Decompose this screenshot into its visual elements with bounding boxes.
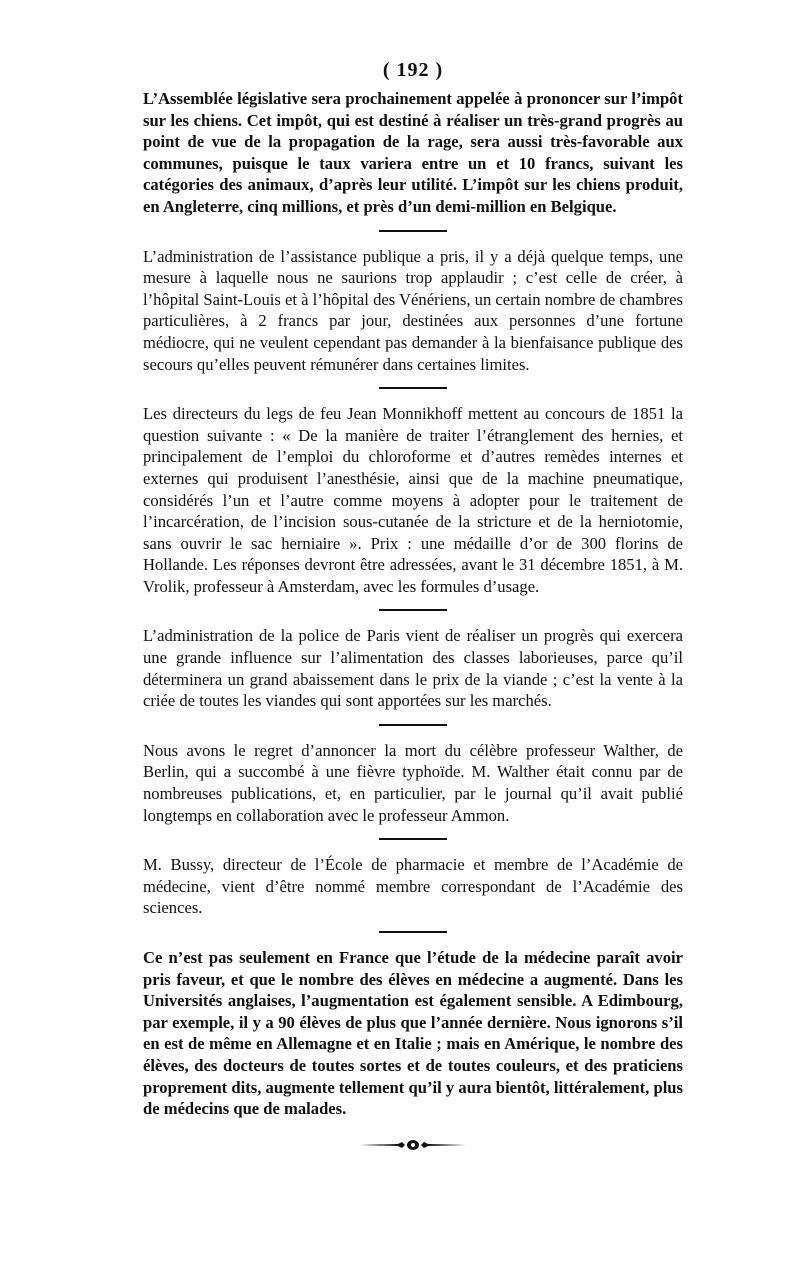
- paragraph-walther-death: Nous avons le regret d’annoncer la mort du célèbre professeur Walther, de Berlin, qui a succombé à une fièvre typhoïde. M. Walther était connu par de nombreuses publications, et, en particulier, par le journal qu’il avait publié longtemps en collaboration avec le professeur Ammon.: [143, 740, 683, 825]
- section-divider: [379, 724, 447, 726]
- section-divider: [379, 609, 447, 611]
- paragraph-bussy-nomination: M. Bussy, directeur de l’École de pharmacie et membre de l’Académie de médecine, vient d’être nommé membre correspondant de l’Académie des sciences.: [143, 855, 683, 918]
- paragraph-monnikhoff-prize: Les directeurs du legs de feu Jean Monnikhoff mettent au concours de 1851 la question suivante : « De la manière de traiter l’étranglement des hernies, et principalement de l’emploi du chloroforme et d’autres remèdes internes et externes qui produisent l’anesthésie, ainsi que de la machine pneumatique, considérés l’un et l’autre comme moyens à adopter pour le traitement de l’incarcération, de l’incision sous-cutanée de la stricture et de la herniotomie, sans ouvrir le sac herniaire ». Prix : une médaille d’or de 300 florins de Hollande. Les réponses devront être adressées, avant le 31 décembre 1851, à M. Vrolik, professeur à Amsterdam, avec les formules d’usage.: [143, 404, 683, 596]
- end-ornament-icon: [358, 1138, 468, 1152]
- section-divider: [379, 931, 447, 933]
- paragraph-dog-tax: L’Assemblée législative sera prochainement appelée à prononcer sur l’impôt sur les chiens. Cet impôt, qui est destiné à réaliser un très-grand progrès au point de vue de la propagation de la rage, sera aussi très-favorable aux communes, puisque le taux variera entre un et 10 francs, suivant les catégories des animaux, d’après leur utilité. L’impôt sur les chiens produit, en Angleterre, cinq millions, et près d’un demi-million en Belgique.: [143, 89, 683, 216]
- paragraph-medical-students: Ce n’est pas seulement en France que l’étude de la médecine paraît avoir pris faveur, et que le nombre des élèves en médecine a augmenté. Dans les Universités anglaises, l’augmentation est également sensible. A Edimbourg, par exemple, il y a 90 élèves de plus que l’année dernière. Nous ignorons s’il en est de même en Allemagne et en Italie ; mais en Amérique, le nombre des élèves, des docteurs de toutes sortes et de toutes couleurs, et des praticiens proprement dits, augmente tellement qu’il y aura bientôt, littéralement, plus de médecins que de malades.: [143, 948, 683, 1119]
- section-divider: [379, 838, 447, 840]
- paragraph-public-assistance: L’administration de l’assistance publique a pris, il y a déjà quelque temps, une mesure à laquelle nous ne saurions trop applaudir ; c’est celle de créer, à l’hôpital Saint-Louis et à l’hôpital des Vénériens, un certain nombre de chambres particulières, à 2 francs par jour, destinées aux personnes d’une fortune médiocre, qui ne veulent cependant pas demander à la bienfaisance publique des secours qu’elles peuvent rémunérer dans certaines limites.: [143, 246, 683, 374]
- paragraph-paris-police: L’administration de la police de Paris vient de réaliser un progrès qui exercera une grande influence sur l’alimentation des classes laborieuses, parce qu’il déterminera un grand abaissement dans le prix de la viande ; c’est la vente à la criée de toutes les viandes qui sont apportées sur les marchés.: [143, 626, 683, 711]
- document-page: [143, 58, 683, 1152]
- section-divider: [379, 230, 447, 232]
- section-divider: [379, 387, 447, 389]
- page-number: ( 192 ): [382, 59, 444, 81]
